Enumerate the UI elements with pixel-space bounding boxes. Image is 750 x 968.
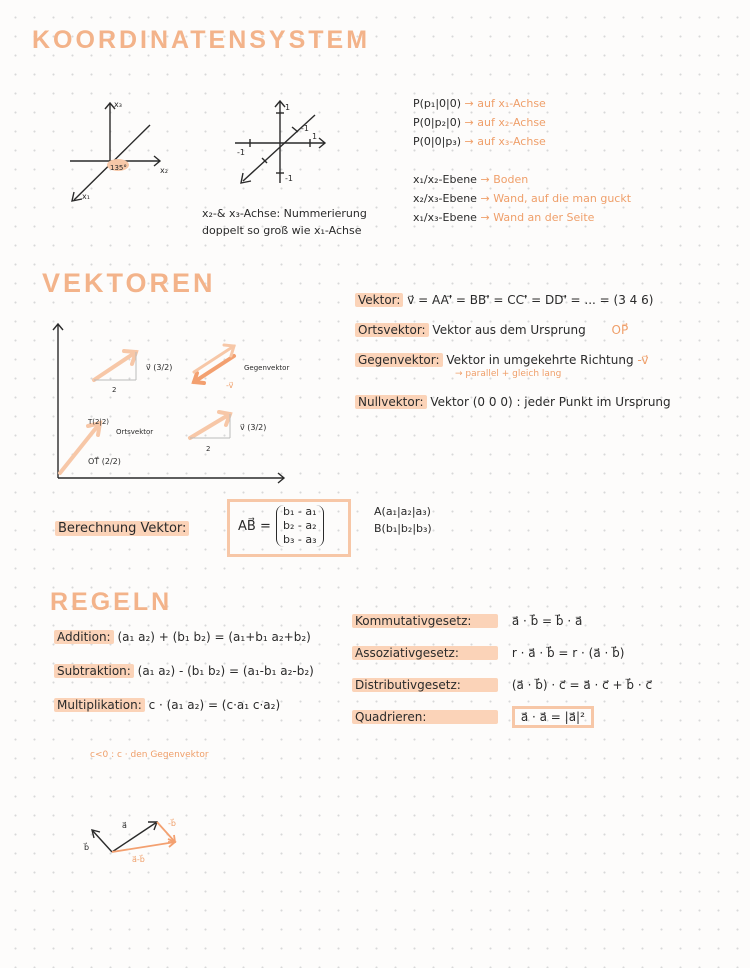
definition-term: Nullvektor:: [355, 395, 427, 409]
definition-text: Vektor aus dem Ursprung: [432, 323, 586, 337]
operation-addition: [54, 630, 314, 644]
point-term: P(0|p₂|0): [413, 116, 462, 129]
law-label: Assoziativgesetz:: [352, 646, 498, 660]
arrow-icon: →: [464, 135, 474, 148]
operation-formula: (a₁ a₂) + (b₁ b₂) = (a₁+b₁ a₂+b₂): [117, 630, 311, 644]
ab-row: b₁ - a₁: [283, 505, 317, 518]
definition-gegenvektor: [355, 353, 671, 367]
operation-label: Addition:: [54, 630, 114, 644]
law-quadrieren: [352, 710, 652, 724]
plane-row: [413, 189, 631, 208]
law-distributiv: [352, 678, 652, 692]
arrow-icon: →: [480, 192, 490, 205]
definition-term: Ortsvektor:: [355, 323, 429, 337]
operation-formula: c · (a₁ a₂) = (c·a₁ c·a₂): [148, 698, 281, 712]
law-formula: r · a⃗ · b⃗ = r · (a⃗ · b⃗): [511, 646, 625, 660]
section-title-vektoren: VEKTOREN: [42, 268, 216, 298]
plane-row: [413, 208, 631, 227]
numbered-coordinate-system-diagram: [225, 95, 335, 195]
vector-v2-label: v⃗ (3/2): [240, 423, 267, 432]
tick-label: 1: [312, 132, 318, 141]
multiplication-note: c<0 : c · den Gegenvektor: [90, 750, 209, 760]
definition-extra: OP⃗: [611, 323, 629, 337]
definition-extra: -v⃗: [637, 353, 649, 367]
a-vector-label: a⃗: [122, 821, 127, 830]
definition-vektor: [355, 293, 671, 307]
operation-formula: (a₁ a₂) - (b₁ b₂) = (a₁-b₁ a₂-b₂): [137, 664, 314, 678]
neg-b-label: -b⃗: [168, 819, 176, 828]
axis-points-list: [413, 94, 546, 151]
plane-row: [413, 170, 631, 189]
point-desc: auf x₁-Achse: [477, 97, 546, 110]
tick-label: -1: [285, 174, 293, 183]
x1-axis-label: x₁: [82, 192, 90, 201]
point-b: B(b₁|b₂|b₃): [374, 522, 432, 535]
unit-label: 2: [206, 445, 211, 453]
arrow-icon: →: [480, 211, 490, 224]
section-title-koordinatensystem: KOORDINATENSYSTEM: [32, 26, 371, 54]
ab-column-vector: [276, 505, 324, 547]
coordinate-system-diagram: [60, 95, 190, 215]
tick-label: 1: [285, 103, 291, 112]
subtraction-diagram: [82, 810, 192, 870]
law-formula: a⃗ · b⃗ = b⃗ · a⃗: [511, 614, 583, 628]
planes-list: [413, 170, 631, 227]
ab-row: b₃ - a₃: [283, 533, 317, 546]
law-assoziativ: [352, 646, 652, 660]
point-term: P(p₁|0|0): [413, 97, 462, 110]
law-formula: a⃗ · a⃗ = |a⃗|²: [512, 706, 594, 728]
tick-label: -1: [301, 124, 309, 133]
plane-desc: Wand, auf die man guckt: [493, 192, 632, 205]
law-kommutativ: [352, 614, 652, 628]
point-a: A(a₁|a₂|a₃): [374, 505, 431, 518]
plane-desc: Wand an der Seite: [493, 211, 595, 224]
laws-list: [352, 614, 652, 724]
vector-definitions: [355, 293, 671, 409]
ot-label: OT⃗ (2/2): [88, 457, 121, 466]
point-row: [413, 132, 546, 151]
operation-multiplikation: [54, 698, 314, 712]
berechnung-label: Berechnung Vektor:: [55, 521, 189, 536]
x2-axis-label: x₂: [160, 166, 168, 175]
operation-subtraktion: [54, 664, 314, 678]
ab-row: b₂ - a₂: [283, 519, 317, 532]
operations-list: [54, 630, 314, 712]
ortsvektor-label: Ortsvektor: [116, 428, 154, 436]
point-term: P(0|0|p₃): [413, 135, 462, 148]
arrow-icon: →: [464, 116, 474, 129]
definition-ortsvektor: [355, 323, 671, 337]
plane-desc: Boden: [493, 173, 529, 186]
x3-axis-label: x₃: [114, 100, 122, 109]
tick-label: -1: [237, 148, 245, 157]
point-desc: auf x₃-Achse: [477, 135, 546, 148]
law-label: Distributivgesetz:: [352, 678, 498, 692]
section-title-regeln: REGELN: [50, 588, 173, 616]
gegenvektor-label: Gegenvektor: [244, 364, 290, 372]
plane-term: x₁/x₃-Ebene: [413, 211, 477, 224]
law-label: Quadrieren:: [352, 710, 498, 724]
definition-term: Gegenvektor:: [355, 353, 443, 367]
plane-term: x₂/x₃-Ebene: [413, 192, 477, 205]
unit-label: 2: [112, 386, 117, 394]
definition-text: Vektor (0 0 0) : jeder Punkt im Ursprung: [430, 395, 671, 409]
ab-formula-box: [227, 499, 351, 557]
point-desc: auf x₂-Achse: [477, 116, 546, 129]
point-row: [413, 113, 546, 132]
axis-note-line1: x₂-& x₃-Achse: Nummerierung: [202, 207, 367, 220]
definition-term: Vektor:: [355, 293, 403, 307]
point-row: [413, 94, 546, 113]
vector-v-label: v⃗ (3/2): [146, 363, 173, 372]
b-vector-label: b⃗: [84, 843, 90, 852]
axis-note-line2: doppelt so groß wie x₁-Achse: [202, 224, 362, 237]
ab-lhs: AB⃗ =: [238, 519, 271, 534]
law-formula: (a⃗ · b⃗) · c⃗ = a⃗ · c⃗ + b⃗ · c⃗: [511, 678, 653, 692]
definition-text: v⃗ = AA'⃗ = BB'⃗ = CC'⃗ = DD'⃗ = ... = (3 4 6): [407, 293, 654, 307]
definition-subnote: → parallel + gleich lang: [455, 369, 562, 379]
point-t-label: T(2|2): [88, 418, 110, 426]
angle-label: 135°: [110, 164, 127, 172]
definition-text: Vektor in umgekehrte Richtung: [446, 353, 634, 367]
a-minus-b-label: a⃗-b⃗: [132, 855, 145, 864]
plane-term: x₁/x₂-Ebene: [413, 173, 477, 186]
operation-label: Subtraktion:: [54, 664, 134, 678]
operation-label: Multiplikation:: [54, 698, 145, 712]
arrow-icon: →: [480, 173, 490, 186]
vector-diagram: [44, 318, 294, 488]
neg-v-label: -v⃗: [226, 381, 234, 390]
definition-nullvektor: [355, 395, 671, 409]
law-label: Kommutativgesetz:: [352, 614, 498, 628]
arrow-icon: →: [464, 97, 474, 110]
